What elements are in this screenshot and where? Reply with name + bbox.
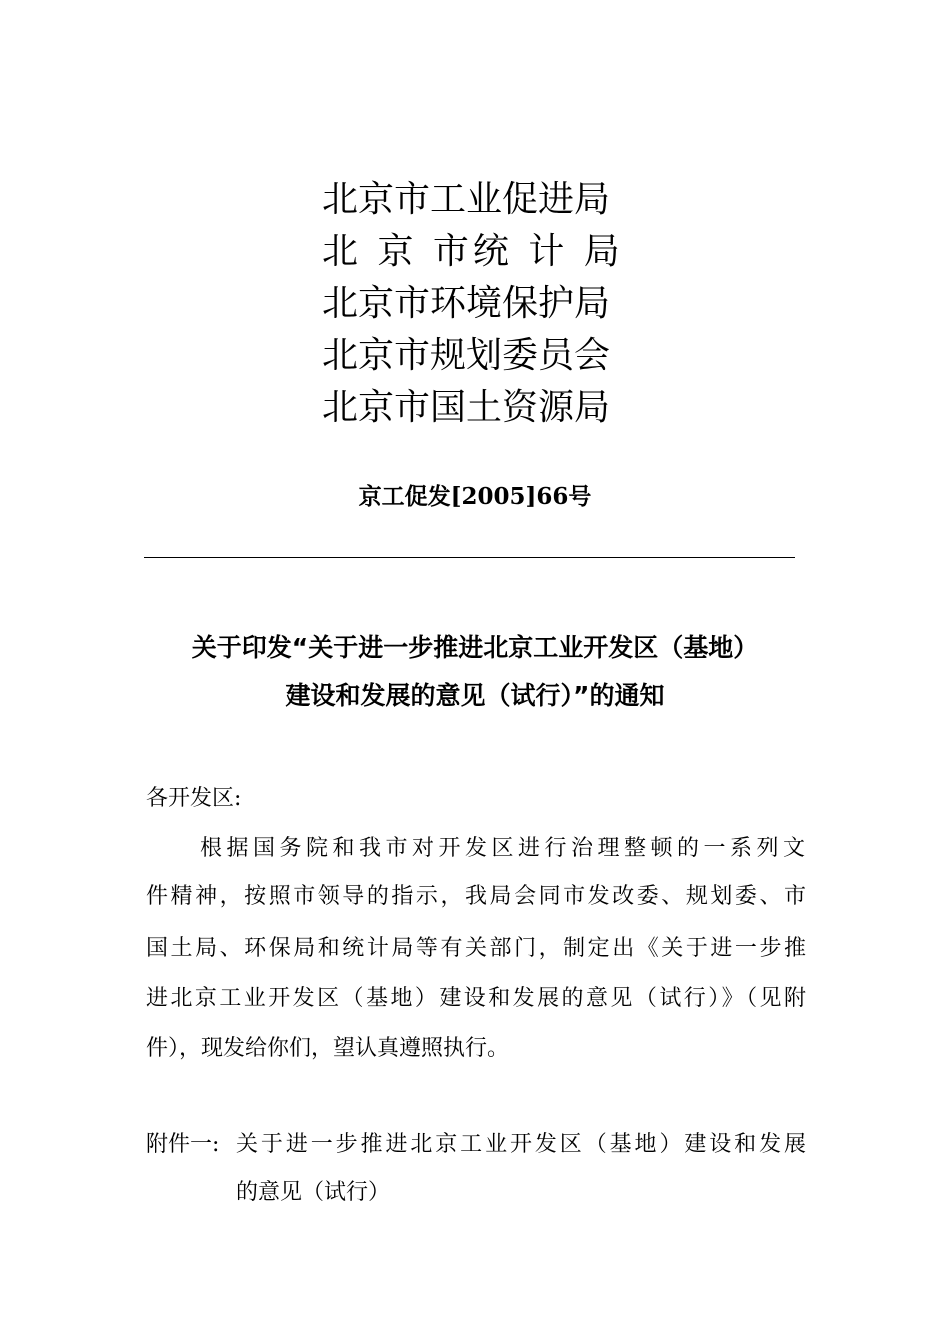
notice-title-line-2: 建设和发展的意见（试行）”的通知 (285, 681, 665, 710)
paragraph-line: 件），现发给你们，望认真遵照执行。 (146, 1036, 510, 1061)
issuer-name: 北 京 市统 计 局 (322, 231, 624, 272)
notice-title-line-1: 关于印发“关于进一步推进北京工业开发区（基地） (191, 633, 759, 662)
paragraph-line: 国土局、环保局和统计局等有关部门，制定出《关于进一步推 (146, 936, 806, 961)
paragraph-line: 根据国务院和我市对开发区进行治理整顿的一系列文 (200, 836, 805, 861)
header-divider (144, 557, 795, 558)
attachment-title-line-2: 的意见（试行） (236, 1180, 391, 1205)
issuer-name: 北京市环境保护局 (322, 283, 611, 324)
paragraph-line: 进北京工业开发区（基地）建设和发展的意见（试行）》（见附 (146, 986, 806, 1011)
issuer-name: 北京市国土资源局 (322, 387, 611, 428)
attachment-title-line-1: 关于进一步推进北京工业开发区（基地）建设和发展 (236, 1132, 806, 1157)
salutation: 各开发区: (146, 786, 242, 811)
attachment-label: 附件一: (146, 1132, 220, 1157)
paragraph-line: 件精神，按照市领导的指示，我局会同市发改委、规划委、市 (146, 884, 806, 909)
issuer-name: 北京市规划委员会 (322, 335, 611, 376)
issuer-name: 北京市工业促进局 (322, 179, 611, 220)
document-number: 京工促发[2005]66号 (358, 483, 592, 510)
issuer-block (322, 174, 642, 434)
